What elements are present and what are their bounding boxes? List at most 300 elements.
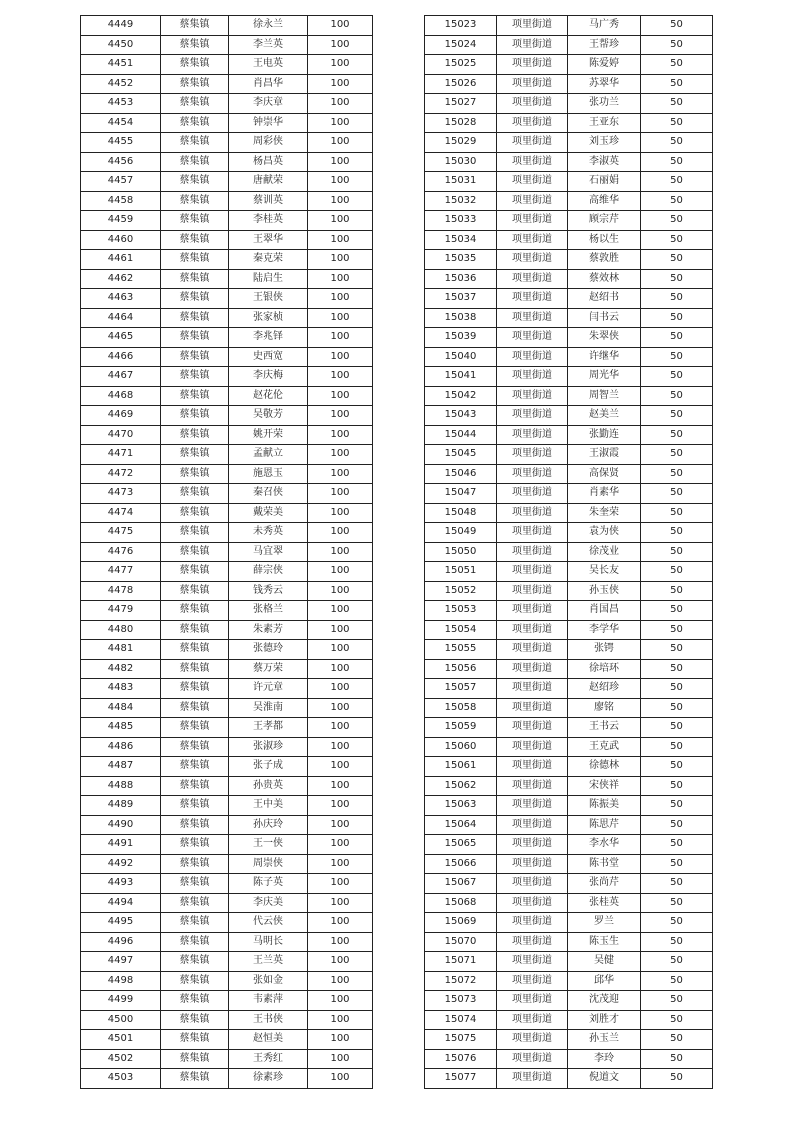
table-row <box>425 425 713 445</box>
table-row <box>425 308 713 328</box>
row-id-cell: 15036 <box>425 269 497 289</box>
row-id-cell: 4457 <box>81 172 161 192</box>
table-row <box>81 991 373 1011</box>
town-cell: 项里街道 <box>497 952 568 972</box>
town-cell: 项里街道 <box>497 113 568 133</box>
name-cell: 马广秀 <box>568 16 641 36</box>
row-id-cell: 15046 <box>425 464 497 484</box>
table-row <box>425 1069 713 1089</box>
row-id-cell: 4474 <box>81 503 161 523</box>
name-cell: 李淑英 <box>568 152 641 172</box>
amount-cell: 50 <box>641 55 713 75</box>
name-cell: 施恩玉 <box>229 464 308 484</box>
amount-cell: 50 <box>641 74 713 94</box>
name-cell: 杨昌英 <box>229 152 308 172</box>
name-cell: 张淑珍 <box>229 737 308 757</box>
row-id-cell: 15037 <box>425 289 497 309</box>
name-cell: 蔡敦胜 <box>568 250 641 270</box>
town-cell: 项里街道 <box>497 230 568 250</box>
name-cell: 吴敬芳 <box>229 406 308 426</box>
town-cell: 蔡集镇 <box>161 464 229 484</box>
row-id-cell: 4468 <box>81 386 161 406</box>
town-cell: 项里街道 <box>497 406 568 426</box>
row-id-cell: 4499 <box>81 991 161 1011</box>
town-cell: 蔡集镇 <box>161 347 229 367</box>
table-row <box>81 503 373 523</box>
amount-cell: 100 <box>308 932 373 952</box>
amount-cell: 50 <box>641 367 713 387</box>
table-row <box>425 406 713 426</box>
name-cell: 徐茂业 <box>568 542 641 562</box>
row-id-cell: 4450 <box>81 35 161 55</box>
table-row <box>81 484 373 504</box>
table-row <box>81 74 373 94</box>
town-cell: 项里街道 <box>497 523 568 543</box>
amount-cell: 100 <box>308 562 373 582</box>
town-cell: 项里街道 <box>497 913 568 933</box>
name-cell: 未秀英 <box>229 523 308 543</box>
amount-cell: 100 <box>308 55 373 75</box>
amount-cell: 100 <box>308 347 373 367</box>
row-id-cell: 4486 <box>81 737 161 757</box>
amount-cell: 50 <box>641 425 713 445</box>
row-id-cell: 4472 <box>81 464 161 484</box>
town-cell: 蔡集镇 <box>161 971 229 991</box>
town-cell: 蔡集镇 <box>161 191 229 211</box>
name-cell: 朱奎荣 <box>568 503 641 523</box>
row-id-cell: 15064 <box>425 815 497 835</box>
table-row <box>81 133 373 153</box>
town-cell: 蔡集镇 <box>161 932 229 952</box>
name-cell: 杨以生 <box>568 230 641 250</box>
town-cell: 蔡集镇 <box>161 776 229 796</box>
name-cell: 赵恒美 <box>229 1030 308 1050</box>
name-cell: 陆启生 <box>229 269 308 289</box>
table-row <box>425 601 713 621</box>
town-cell: 蔡集镇 <box>161 952 229 972</box>
row-id-cell: 15065 <box>425 835 497 855</box>
amount-cell: 50 <box>641 815 713 835</box>
name-cell: 徐永兰 <box>229 16 308 36</box>
table-row <box>81 328 373 348</box>
name-cell: 韦素萍 <box>229 991 308 1011</box>
name-cell: 孙玉兰 <box>568 1030 641 1050</box>
row-id-cell: 15030 <box>425 152 497 172</box>
amount-cell: 50 <box>641 1049 713 1069</box>
name-cell: 张德玲 <box>229 640 308 660</box>
row-id-cell: 4449 <box>81 16 161 36</box>
row-id-cell: 15053 <box>425 601 497 621</box>
table-row <box>81 523 373 543</box>
table-row <box>81 1069 373 1089</box>
amount-cell: 50 <box>641 464 713 484</box>
town-cell: 蔡集镇 <box>161 269 229 289</box>
table-row <box>81 640 373 660</box>
table-row <box>81 581 373 601</box>
name-cell: 孙玉侠 <box>568 581 641 601</box>
table-row <box>425 718 713 738</box>
name-cell: 张尚芹 <box>568 874 641 894</box>
table-row <box>81 152 373 172</box>
name-cell: 王克武 <box>568 737 641 757</box>
amount-cell: 100 <box>308 328 373 348</box>
town-cell: 蔡集镇 <box>161 16 229 36</box>
table-row <box>81 893 373 913</box>
amount-cell: 100 <box>308 1049 373 1069</box>
amount-cell: 50 <box>641 1069 713 1089</box>
town-cell: 项里街道 <box>497 562 568 582</box>
row-id-cell: 4467 <box>81 367 161 387</box>
table-row <box>81 308 373 328</box>
row-id-cell: 4475 <box>81 523 161 543</box>
amount-cell: 50 <box>641 94 713 114</box>
row-id-cell: 4493 <box>81 874 161 894</box>
town-cell: 项里街道 <box>497 250 568 270</box>
table-row <box>425 250 713 270</box>
row-id-cell: 15071 <box>425 952 497 972</box>
table-row <box>81 172 373 192</box>
table-row <box>425 698 713 718</box>
town-cell: 蔡集镇 <box>161 581 229 601</box>
table-row <box>425 971 713 991</box>
town-cell: 蔡集镇 <box>161 874 229 894</box>
town-cell: 项里街道 <box>497 1069 568 1089</box>
town-cell: 项里街道 <box>497 35 568 55</box>
name-cell: 李兆铎 <box>229 328 308 348</box>
table-row <box>425 581 713 601</box>
table-row <box>425 874 713 894</box>
town-cell: 项里街道 <box>497 1049 568 1069</box>
amount-cell: 100 <box>308 991 373 1011</box>
row-id-cell: 4489 <box>81 796 161 816</box>
row-id-cell: 15041 <box>425 367 497 387</box>
amount-cell: 50 <box>641 718 713 738</box>
amount-cell: 100 <box>308 113 373 133</box>
row-id-cell: 15025 <box>425 55 497 75</box>
row-id-cell: 4490 <box>81 815 161 835</box>
row-id-cell: 4459 <box>81 211 161 231</box>
town-cell: 项里街道 <box>497 893 568 913</box>
table-row <box>425 952 713 972</box>
row-id-cell: 15067 <box>425 874 497 894</box>
town-cell: 蔡集镇 <box>161 74 229 94</box>
name-cell: 王淑霞 <box>568 445 641 465</box>
row-id-cell: 4487 <box>81 757 161 777</box>
table-row <box>425 1049 713 1069</box>
row-id-cell: 15061 <box>425 757 497 777</box>
town-cell: 蔡集镇 <box>161 835 229 855</box>
name-cell: 吴健 <box>568 952 641 972</box>
town-cell: 蔡集镇 <box>161 425 229 445</box>
name-cell: 姚开荣 <box>229 425 308 445</box>
town-cell: 项里街道 <box>497 932 568 952</box>
row-id-cell: 15069 <box>425 913 497 933</box>
row-id-cell: 15074 <box>425 1010 497 1030</box>
row-id-cell: 4477 <box>81 562 161 582</box>
amount-cell: 100 <box>308 289 373 309</box>
town-cell: 蔡集镇 <box>161 757 229 777</box>
amount-cell: 100 <box>308 776 373 796</box>
name-cell: 朱素芳 <box>229 620 308 640</box>
town-cell: 项里街道 <box>497 94 568 114</box>
amount-cell: 100 <box>308 230 373 250</box>
amount-cell: 50 <box>641 113 713 133</box>
table-row <box>425 542 713 562</box>
amount-cell: 100 <box>308 133 373 153</box>
name-cell: 张锷 <box>568 640 641 660</box>
row-id-cell: 4498 <box>81 971 161 991</box>
amount-cell: 100 <box>308 308 373 328</box>
town-cell: 项里街道 <box>497 191 568 211</box>
name-cell: 王翠华 <box>229 230 308 250</box>
town-cell: 项里街道 <box>497 308 568 328</box>
name-cell: 周崇侠 <box>229 854 308 874</box>
amount-cell: 50 <box>641 971 713 991</box>
amount-cell: 100 <box>308 269 373 289</box>
name-cell: 徐培环 <box>568 659 641 679</box>
table-row <box>425 640 713 660</box>
town-cell: 项里街道 <box>497 152 568 172</box>
row-id-cell: 4451 <box>81 55 161 75</box>
row-id-cell: 4473 <box>81 484 161 504</box>
table-row <box>425 16 713 36</box>
name-cell: 徐德林 <box>568 757 641 777</box>
name-cell: 陈书堂 <box>568 854 641 874</box>
amount-cell: 50 <box>641 269 713 289</box>
row-id-cell: 4463 <box>81 289 161 309</box>
amount-cell: 50 <box>641 854 713 874</box>
row-id-cell: 4452 <box>81 74 161 94</box>
amount-cell: 50 <box>641 523 713 543</box>
row-id-cell: 15062 <box>425 776 497 796</box>
table-row <box>425 562 713 582</box>
town-cell: 项里街道 <box>497 874 568 894</box>
row-id-cell: 15075 <box>425 1030 497 1050</box>
town-cell: 项里街道 <box>497 1030 568 1050</box>
row-id-cell: 4479 <box>81 601 161 621</box>
table-row <box>81 367 373 387</box>
town-cell: 项里街道 <box>497 542 568 562</box>
row-id-cell: 4500 <box>81 1010 161 1030</box>
row-id-cell: 4480 <box>81 620 161 640</box>
amount-cell: 100 <box>308 581 373 601</box>
town-cell: 蔡集镇 <box>161 1010 229 1030</box>
amount-cell: 50 <box>641 796 713 816</box>
amount-cell: 50 <box>641 191 713 211</box>
row-id-cell: 15077 <box>425 1069 497 1089</box>
table-row <box>81 737 373 757</box>
amount-cell: 50 <box>641 35 713 55</box>
amount-cell: 50 <box>641 386 713 406</box>
table-row <box>81 211 373 231</box>
town-cell: 蔡集镇 <box>161 640 229 660</box>
amount-cell: 100 <box>308 94 373 114</box>
table-row <box>81 679 373 699</box>
name-cell: 张功兰 <box>568 94 641 114</box>
table-row <box>81 913 373 933</box>
table-row <box>425 269 713 289</box>
town-cell: 项里街道 <box>497 835 568 855</box>
name-cell: 张家桢 <box>229 308 308 328</box>
name-cell: 代云侠 <box>229 913 308 933</box>
name-cell: 廖铭 <box>568 698 641 718</box>
table-row <box>425 464 713 484</box>
amount-cell: 50 <box>641 913 713 933</box>
amount-cell: 50 <box>641 679 713 699</box>
town-cell: 项里街道 <box>497 133 568 153</box>
town-cell: 蔡集镇 <box>161 484 229 504</box>
table-row <box>81 971 373 991</box>
amount-cell: 100 <box>308 679 373 699</box>
town-cell: 蔡集镇 <box>161 35 229 55</box>
row-id-cell: 4455 <box>81 133 161 153</box>
town-cell: 蔡集镇 <box>161 893 229 913</box>
name-cell: 陈振美 <box>568 796 641 816</box>
name-cell: 顾宗芹 <box>568 211 641 231</box>
name-cell: 吴淮南 <box>229 698 308 718</box>
amount-cell: 50 <box>641 562 713 582</box>
amount-cell: 50 <box>641 406 713 426</box>
name-cell: 李兰英 <box>229 35 308 55</box>
table-row <box>425 230 713 250</box>
row-id-cell: 15043 <box>425 406 497 426</box>
town-cell: 项里街道 <box>497 16 568 36</box>
name-cell: 袁为侠 <box>568 523 641 543</box>
name-cell: 闫书云 <box>568 308 641 328</box>
name-cell: 孟献立 <box>229 445 308 465</box>
table-row <box>81 386 373 406</box>
amount-cell: 50 <box>641 347 713 367</box>
town-cell: 蔡集镇 <box>161 308 229 328</box>
row-id-cell: 15066 <box>425 854 497 874</box>
town-cell: 蔡集镇 <box>161 991 229 1011</box>
table-row <box>81 562 373 582</box>
town-cell: 项里街道 <box>497 737 568 757</box>
amount-cell: 50 <box>641 1010 713 1030</box>
row-id-cell: 4456 <box>81 152 161 172</box>
name-cell: 张桂英 <box>568 893 641 913</box>
table-row <box>81 250 373 270</box>
amount-cell: 100 <box>308 796 373 816</box>
name-cell: 李庆梅 <box>229 367 308 387</box>
name-cell: 秦召侠 <box>229 484 308 504</box>
row-id-cell: 15026 <box>425 74 497 94</box>
name-cell: 肖素华 <box>568 484 641 504</box>
town-cell: 蔡集镇 <box>161 796 229 816</box>
amount-cell: 50 <box>641 133 713 153</box>
row-id-cell: 4485 <box>81 718 161 738</box>
town-cell: 项里街道 <box>497 854 568 874</box>
amount-cell: 50 <box>641 230 713 250</box>
amount-cell: 100 <box>308 698 373 718</box>
name-cell: 蔡万荣 <box>229 659 308 679</box>
town-cell: 蔡集镇 <box>161 328 229 348</box>
name-cell: 陈爱婷 <box>568 55 641 75</box>
row-id-cell: 4497 <box>81 952 161 972</box>
amount-cell: 50 <box>641 16 713 36</box>
town-cell: 项里街道 <box>497 679 568 699</box>
row-id-cell: 15057 <box>425 679 497 699</box>
table-row <box>425 289 713 309</box>
amount-cell: 50 <box>641 308 713 328</box>
table-row <box>81 113 373 133</box>
table-row <box>81 698 373 718</box>
table-row <box>81 659 373 679</box>
table-row <box>81 776 373 796</box>
town-cell: 蔡集镇 <box>161 815 229 835</box>
name-cell: 李学华 <box>568 620 641 640</box>
row-id-cell: 4458 <box>81 191 161 211</box>
town-cell: 项里街道 <box>497 211 568 231</box>
town-cell: 项里街道 <box>497 640 568 660</box>
row-id-cell: 15068 <box>425 893 497 913</box>
town-cell: 项里街道 <box>497 445 568 465</box>
name-cell: 肖昌华 <box>229 74 308 94</box>
amount-cell: 100 <box>308 1010 373 1030</box>
row-id-cell: 4461 <box>81 250 161 270</box>
row-id-cell: 15060 <box>425 737 497 757</box>
table-row <box>425 1030 713 1050</box>
table-row <box>81 796 373 816</box>
name-cell: 李桂英 <box>229 211 308 231</box>
row-id-cell: 4502 <box>81 1049 161 1069</box>
name-cell: 赵绍珍 <box>568 679 641 699</box>
amount-cell: 50 <box>641 581 713 601</box>
table-row <box>425 113 713 133</box>
table-row <box>425 347 713 367</box>
row-id-cell: 15039 <box>425 328 497 348</box>
row-id-cell: 15034 <box>425 230 497 250</box>
row-id-cell: 15051 <box>425 562 497 582</box>
table-row <box>81 35 373 55</box>
row-id-cell: 15058 <box>425 698 497 718</box>
amount-cell: 100 <box>308 542 373 562</box>
table-row <box>425 913 713 933</box>
name-cell: 赵绍书 <box>568 289 641 309</box>
town-cell: 项里街道 <box>497 601 568 621</box>
row-id-cell: 15054 <box>425 620 497 640</box>
amount-cell: 50 <box>641 698 713 718</box>
name-cell: 史西宽 <box>229 347 308 367</box>
row-id-cell: 15070 <box>425 932 497 952</box>
town-cell: 项里街道 <box>497 425 568 445</box>
town-cell: 项里街道 <box>497 620 568 640</box>
amount-cell: 50 <box>641 874 713 894</box>
table-row <box>81 425 373 445</box>
town-cell: 蔡集镇 <box>161 211 229 231</box>
table-row <box>81 94 373 114</box>
amount-cell: 50 <box>641 445 713 465</box>
row-id-cell: 15040 <box>425 347 497 367</box>
town-cell: 项里街道 <box>497 464 568 484</box>
name-cell: 王孝都 <box>229 718 308 738</box>
amount-cell: 100 <box>308 484 373 504</box>
amount-cell: 100 <box>308 952 373 972</box>
table-row <box>81 952 373 972</box>
table-row <box>81 601 373 621</box>
amount-cell: 100 <box>308 893 373 913</box>
name-cell: 石丽娟 <box>568 172 641 192</box>
town-cell: 项里街道 <box>497 757 568 777</box>
name-cell: 马明长 <box>229 932 308 952</box>
amount-cell: 100 <box>308 737 373 757</box>
name-cell: 王兰英 <box>229 952 308 972</box>
row-id-cell: 4466 <box>81 347 161 367</box>
table-row <box>425 94 713 114</box>
row-id-cell: 15033 <box>425 211 497 231</box>
town-cell: 蔡集镇 <box>161 94 229 114</box>
row-id-cell: 15031 <box>425 172 497 192</box>
